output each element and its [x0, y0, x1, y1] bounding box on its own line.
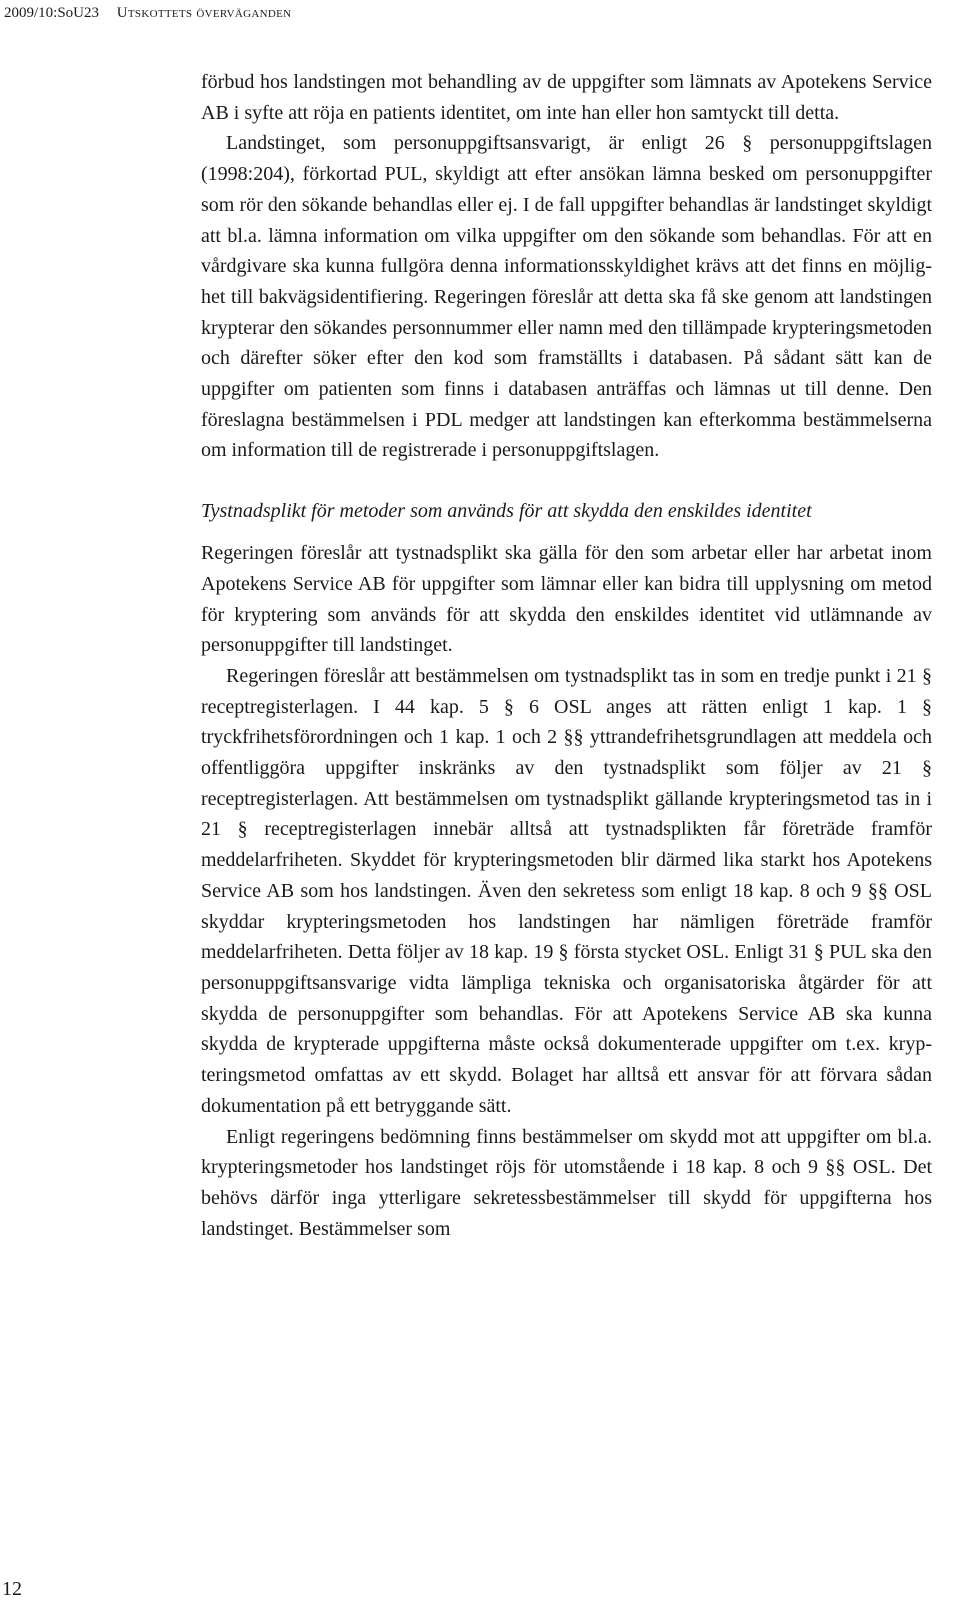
document-series-id: 2009/10:SoU23: [4, 5, 100, 21]
subheading-tystnadsplikt: Tystnadsplikt för metoder som används för att skydda den enskildes identitet: [201, 500, 812, 523]
paragraph-continuation: förbud hos landstingen mot behandling av de uppgifter som lämnats av Apotekens Service AB i syfte att röja en patients identitet, om inte han eller hon samtyckt till detta.: [201, 71, 932, 124]
paragraph-enligt-regeringens: Enligt regeringens bedömning finns bestämmelser om skydd mot att uppgifter om bl.a. krypteringsmetoder hos landstinget röjs för utomstående i 18 kap. 8 och 9 §§ OSL. Det behövs därför inga ytterligare sekretessbestämmelser till skydd för uppgifterna hos landstinget. Bestämmelser som: [201, 1125, 932, 1240]
paragraph-landstinget: Landstinget, som personuppgiftsansvarigt, är enligt 26 § personuppgiftslagen (1998:204), förkortad PUL, skyldigt att efter ansökan lämna besked om personuppgifter som rör den sökande behandlas eller ej. I de fall uppgifter behandlas är landstinget skyldigt att bl.a. lämna information om vilka uppgifter om den sökande som behandlas. För att en vårdgivare ska kunna fullgöra denna informationsskyldighet krävs att det finns en möjlighet till bakvägsidentifiering. Regeringen föreslår att detta ska få ske genom att landstingen krypterar den sökandes personnummer eller namn med den tillämpade krypteringsmetoden och därefter söker efter den kod som framställts i databasen. På sådant sätt kan de uppgifter om patienten som finns i databasen anträffas och lämnas ut till denne. Den föreslagna bestämmelsen i PDL medger att landstingen kan efterkomma bestämmelserna om information till de registrerade i personuppgiftslagen.: [201, 132, 932, 462]
section-title: Utskottets överväganden: [116, 5, 292, 21]
paragraph-regeringen-proposal: Regeringen föreslår att tystnadsplikt ska gälla för den som arbetar eller har arbetat inom Apotekens Service AB för uppgifter som lämnar eller kan bidra till upplysning om metod för kryptering som används för att skydda den enskildes identitet vid utlämnande av personuppgifter till landstinget.: [201, 542, 932, 657]
body-text: [201, 67, 932, 1244]
paragraph-regeringen-bestammelsen: Regeringen föreslår att bestämmelsen om tystnadsplikt tas in som en tredje punkt i 21 § receptregisterlagen. I 44 kap. 5 § 6 OSL anges att rätten enligt 1 kap. 1 § tryckfrihetsförordningen och 1 kap. 1 och 2 §§ yttrandefrihetsgrundlagen att meddela och offentliggöra uppgifter inskränks av den tystnadsplikt som följer av 21 § receptregisterlagen. Att bestämmelsen om tystnadsplikt gällande krypteringsmetod tas in i 21 § receptregisterlagen innebär alltså att tystnadsplikten får företräde framför meddelarfriheten. Skyddet för krypteringsmetoden blir därmed lika starkt hos Apotekens Service AB som hos landstingen. Även den sekretess som enligt 18 kap. 8 och 9 §§ OSL skyddar krypteringsmetoden hos landstingen har nämligen företräde framför meddelarfriheten. Detta följer av 18 kap. 19 § första stycket OSL. Enligt 31 § PUL ska den personuppgiftsansvarige vidta lämpliga tekniska och organisatoriska åtgärder för att skydda de personuppgifter som behandlas. För att Apotekens Service AB ska kunna skydda de krypterade uppgifterna måste också dokumenterade uppgifter om t.ex. krypteringsmetod omfattas av ett skydd. Bolaget har alltså ett ansvar för att förvara sådan dokumentation på ett betryggande sätt.: [201, 664, 932, 1117]
page-number: 12: [2, 1578, 22, 1600]
running-head: [4, 4, 291, 22]
